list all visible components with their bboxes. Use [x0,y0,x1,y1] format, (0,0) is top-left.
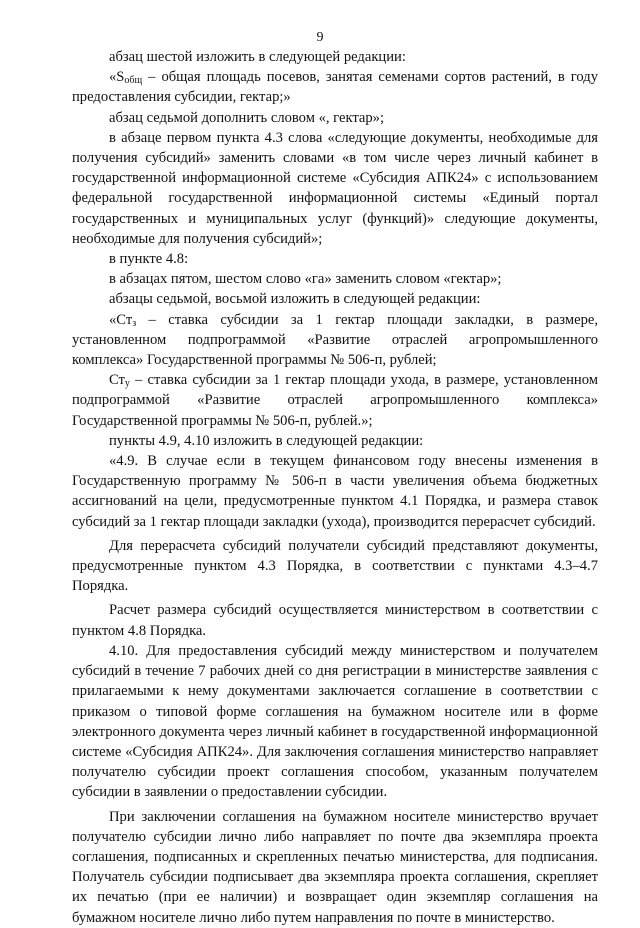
paragraph: Для перерасчета субсидий получатели субсидий представляют документы, предусмотренные пунктом 4.3 Порядка, в соответствии с пунктами 4.3–4.7 Порядка. [72,537,598,595]
paragraph-clause-4-10: 4.10. Для предоставления субсидий между министерством и получателем субсидий в течение 7 рабочих дней со дня регистрации в министерстве заявления с прилагаемыми к нему документами заключается соглашение в соответствии с приказом о типовой форме соглашения на бумажном носителе или в форме электронного документа через личный кабинет в государственной информационной системе «Субсидия АПК24». Для заключения соглашения министерство направляет получателю субсидии проект соглашения способом, указанным получателем субсидии в заявлении о предоставлении субсидии. [72,642,598,801]
formula-subscript: общ [124,75,143,87]
paragraph: абзац шестой изложить в следующей редакции: [109,49,406,65]
formula-subscript: у [124,378,130,390]
paragraph-formula-st-z [72,310,598,371]
paragraph-formula-st-u [72,370,598,431]
formula-definition: – ставка субсидии за 1 гектар площади ухода, в размере, установленном подпрограммой «Развитие отраслей агропромышленного комплекса» Государственной программы № 506-п, рублей.»; [72,372,598,429]
formula-subscript: з [132,317,137,329]
formula-definition: – ставка субсидии за 1 гектар площади закладки, в размере, установленном подпрограммой «Развитие отраслей агропромышленного комплекса» Государственной программы № 506-п, рублей; [72,311,598,369]
paragraph-clause-4-9: «4.9. В случае если в текущем финансовом году внесены изменения в Государственную программу № 506-п в части увеличения объема бюджетных ассигнований на цели, предусмотренные пунктом 4.1 Порядка, и размера ставок субсидий за 1 гектар площади закладки (ухода), производится перерасчет субсидий. [72,453,598,530]
page-number: 9 [316,30,324,45]
paragraph: в абзаце первом пункта 4.3 слова «следующие документы, необходимые для получения субсидий» заменить словами «в том числе через личный кабинет в государственной информационной системе «Субсидия АПК24» с использованием федеральной государственной информационной системы «Единый портал государственных и муниципальных услуг (функций)» следующие документы, необходимые для получения субсидий»; [72,129,598,247]
paragraph: При заключении соглашения на бумажном носителе министерство вручает получателю субсидии лично либо направляет по почте два экземпляра проекта соглашения, подписанных и скрепленных печатью министерства, для подписания. Получатель субсидии подписывает два экземпляра проекта соглашения, скрепляет их печатью (при ее наличии) и возвращает один экземпляр соглашения на бумажном носителе лично либо путем направления по почте в министерство. [72,808,598,926]
paragraph: в абзацах пятом, шестом слово «га» заменить словом «гектар»; [109,271,502,288]
formula-symbol: «S [109,69,125,86]
paragraph: в пункте 4.8: [109,251,189,268]
paragraph: абзац седьмой дополнить словом «, гектар»; [109,109,385,126]
formula-symbol: Ст [109,372,125,389]
formula-symbol: «Ст [109,311,133,328]
formula-definition: – общая площадь посевов, занятая семенами сортов растений, в году предоставления субсидии, гектар;» [72,69,598,106]
paragraph: Расчет размера субсидий осуществляется министерством в соответствии с пунктом 4.8 Порядка. [72,602,598,639]
paragraph: пункты 4.9, 4.10 изложить в следующей редакции: [109,432,424,449]
paragraph: абзацы седьмой, восьмой изложить в следующей редакции: [109,291,481,308]
paragraph-formula-s-total [72,67,598,107]
document-body [72,47,598,928]
